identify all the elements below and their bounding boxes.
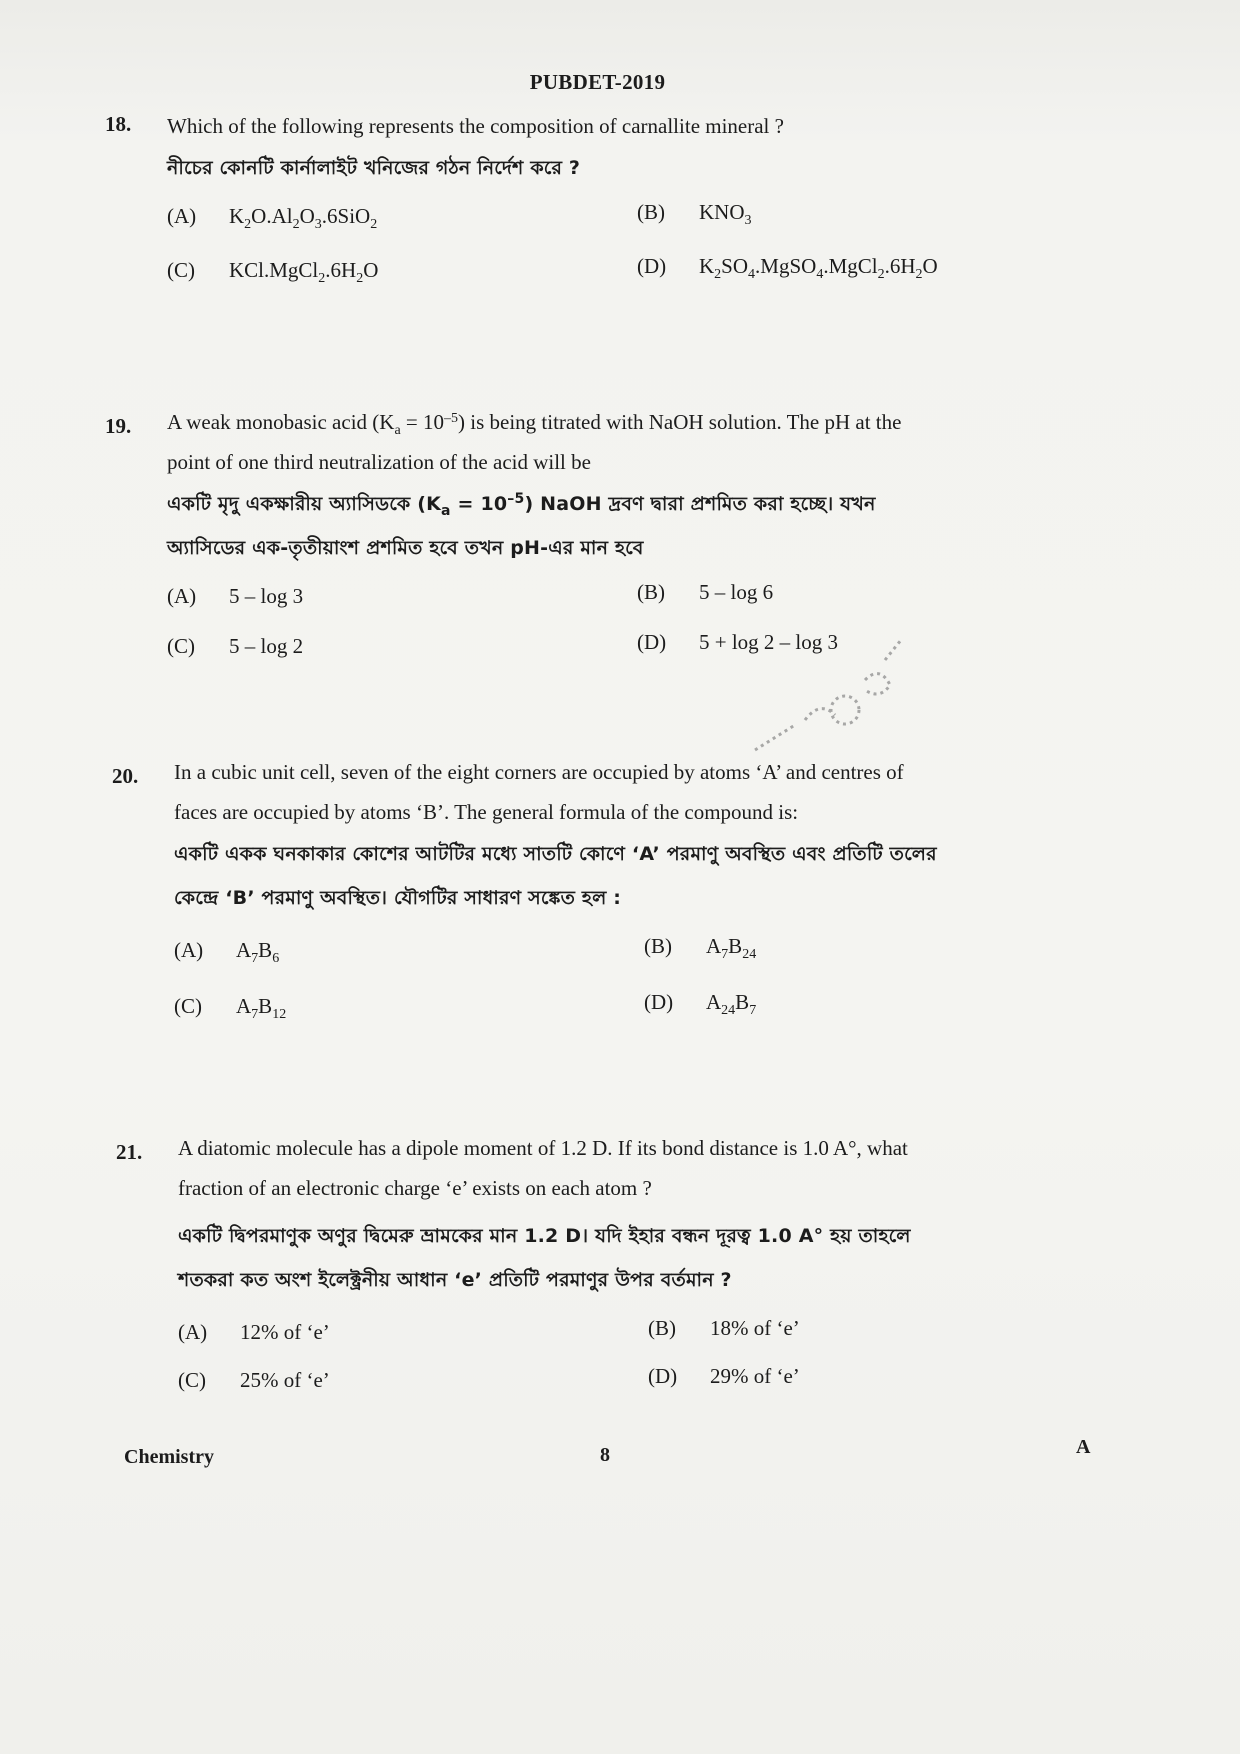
- exam-title: PUBDET-2019: [529, 70, 666, 94]
- question-text-bn-line2: শতকরা কত অংশ ইলেক্ট্রনীয় আধান ‘e’ প্রতিটি পরমাণুর উপর বর্তমান ?: [178, 1269, 732, 1291]
- option-c: (C) $A_7B_{12}$: [174, 994, 287, 1022]
- question-text-en-line1: In a cubic unit cell, seven of the eight corners are occupied by atoms ‘A’ and centres of: [174, 760, 904, 784]
- option-b: (B) $A_7B_{24}$: [644, 934, 757, 962]
- option-a: (A) 12% of ‘e’: [178, 1320, 330, 1344]
- question-number: 18.: [105, 112, 132, 136]
- question-19: [105, 402, 1065, 688]
- question-21: [116, 1128, 1076, 1420]
- question-text-bn-line1: একটি একক ঘনকাকার কোশের আটটির মধ্যে সাতটি কোণে ‘A’ পরমাণু অবস্থিত এবং প্রতিটি তলের: [174, 843, 937, 865]
- question-18: [105, 112, 1065, 318]
- question-text-bn-line1: একটি মৃদু একক্ষারীয় অ্যাসিডকে $(K_a = 10^{-5})$ NaOH দ্রবণ দ্বারা প্রশমিত করা হচ্ছে। যখন: [167, 491, 876, 519]
- footer-set-code: A: [1076, 1436, 1091, 1458]
- question-20: [112, 752, 1072, 1038]
- option-d: (D) 29% of ‘e’: [648, 1364, 800, 1388]
- footer-page-number: 8: [600, 1444, 610, 1466]
- option-b: (B) 18% of ‘e’: [648, 1316, 800, 1340]
- question-number: 20.: [112, 764, 139, 788]
- question-text-en-line2: point of one third neutralization of the acid will be: [167, 450, 591, 474]
- option-a: (A) $K_2O.Al_2O_3.6SiO_2$: [167, 204, 378, 232]
- option-c: (C) 5 – log 2: [167, 634, 304, 658]
- question-text-bn-line1: একটি দ্বিপরমাণুক অণুর দ্বিমেরু ভ্রামকের মান 1.2 D। যদি ইহার বন্ধন দূরত্ব 1.0 A° হয় তাহলে: [178, 1225, 911, 1247]
- option-b: (B) 5 – log 6: [637, 580, 774, 604]
- question-text-bn: নীচের কোনটি কার্নালাইট খনিজের গঠন নির্দেশ করে ?: [167, 157, 581, 179]
- question-text-bn-line2: কেন্দ্রে ‘B’ পরমাণু অবস্থিত। যৌগটির সাধারণ সঙ্কেত হল :: [174, 887, 622, 909]
- question-text-en: Which of the following represents the composition of carnallite mineral ?: [167, 114, 784, 138]
- question-text-en-line1: A diatomic molecule has a dipole moment of 1.2 D. If its bond distance is 1.0 A°, what: [178, 1136, 908, 1160]
- option-d: (D) 5 + log 2 – log 3: [637, 630, 839, 654]
- option-a: (A) 5 – log 3: [167, 584, 304, 608]
- copy-stamp-watermark: [735, 640, 915, 760]
- option-c: (C) $KCl.MgCl_2.6H_2O$: [167, 258, 379, 286]
- question-text-en-line1: A weak monobasic acid $(K_a = 10^{-5})$ is being titrated with NaOH solution. The pH at the: [167, 410, 902, 438]
- option-d: (D) $K_2SO_4.MgSO_4.MgCl_2.6H_2O$: [637, 254, 938, 282]
- question-text-en-line2: fraction of an electronic charge ‘e’ exists on each atom ?: [178, 1176, 652, 1200]
- footer-subject: Chemistry: [124, 1446, 214, 1468]
- option-a: (A) $A_7B_6$: [174, 938, 280, 966]
- question-number: 19.: [105, 414, 132, 438]
- option-d: (D) $A_{24}B_7$: [644, 990, 757, 1018]
- question-text-en-line2: faces are occupied by atoms ‘B’. The general formula of the compound is:: [174, 800, 799, 824]
- question-number: 21.: [116, 1140, 143, 1164]
- question-text-bn-line2: অ্যাসিডের এক-তৃতীয়াংশ প্রশমিত হবে তখন pH-এর মান হবে: [167, 537, 644, 559]
- option-b: (B) $KNO_3$: [637, 200, 752, 228]
- option-c: (C) 25% of ‘e’: [178, 1368, 330, 1392]
